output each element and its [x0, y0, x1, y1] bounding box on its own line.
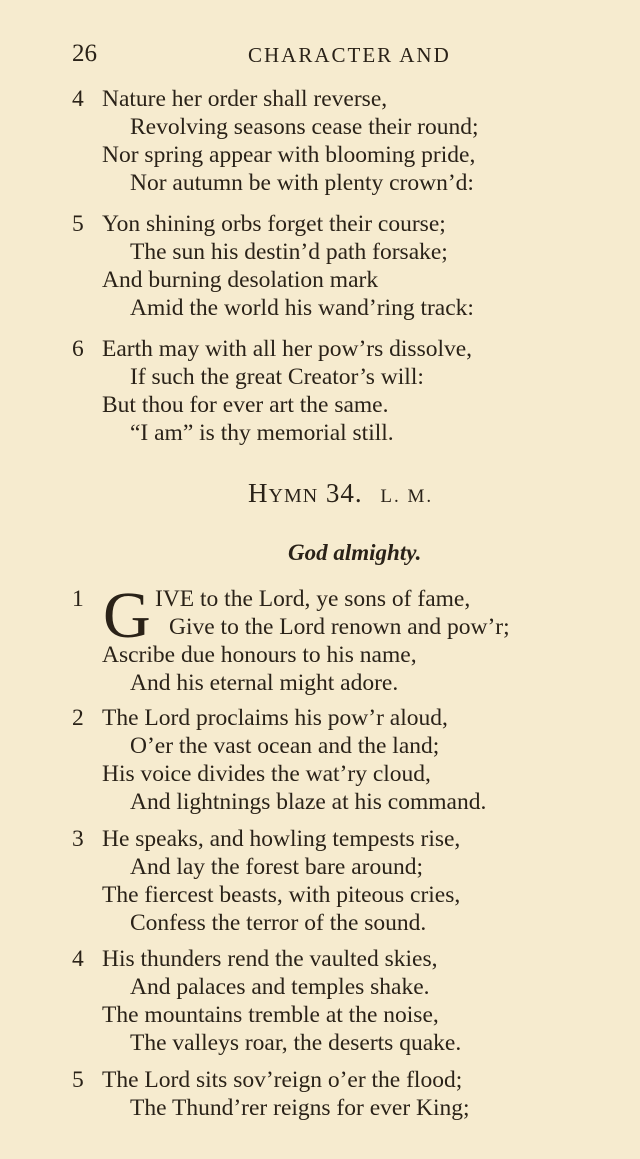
verse-6-prev — [72, 335, 632, 447]
verse-line: The valleys roar, the deserts quake. — [130, 1030, 462, 1056]
verse-line: “I am” is thy memorial still. — [130, 420, 394, 446]
verse-line: And lightnings blaze at his command. — [130, 789, 487, 815]
verse-line: Ascribe due honours to his name, — [102, 642, 417, 668]
verse-5-prev — [72, 210, 632, 322]
verse-1-opening — [155, 585, 635, 641]
verse-line: IVE to the Lord, ye sons of fame, — [155, 586, 471, 612]
verse-line: The Lord proclaims his pow’r aloud, — [102, 705, 448, 731]
verse-line: And lay the forest bare around; — [130, 854, 423, 880]
verse-number: 1 — [72, 586, 84, 612]
drop-cap: G — [103, 579, 151, 652]
verse-line: O’er the vast ocean and the land; — [130, 733, 440, 759]
verse-line: Confess the terror of the sound. — [130, 910, 427, 936]
verse-line: If such the great Creator’s will: — [130, 364, 424, 390]
verse-line: The mountains tremble at the noise, — [102, 1002, 439, 1028]
verse-line: His voice divides the wat’ry cloud, — [102, 761, 431, 787]
verse-line: And his eternal might adore. — [130, 670, 399, 696]
verse-line: Nature her order shall reverse, — [102, 86, 388, 112]
verse-line: The fiercest beasts, with piteous cries, — [102, 882, 461, 908]
verse-3 — [72, 825, 632, 937]
hymn-title — [248, 478, 433, 509]
verse-line: The Thund’rer reigns for ever King; — [130, 1095, 470, 1121]
verse-4 — [72, 945, 632, 1057]
running-title: CHARACTER AND — [248, 43, 451, 67]
verse-number: 5 — [72, 211, 84, 237]
verse-line: The Lord sits sov’reign o’er the flood; — [102, 1067, 463, 1093]
verse-line: His thunders rend the vaulted skies, — [102, 946, 438, 972]
verse-5 — [72, 1066, 632, 1122]
hymn-number: 34. — [325, 478, 363, 508]
verse-1-continued — [72, 641, 632, 697]
verse-line: The sun his destin’d path forsake; — [130, 239, 448, 265]
verse-4-prev — [72, 85, 632, 197]
verse-line: Nor spring appear with blooming pride, — [102, 142, 476, 168]
verse-line: Revolving seasons cease their round; — [130, 114, 479, 140]
verse-number: 5 — [72, 1067, 84, 1093]
verse-number: 3 — [72, 826, 84, 852]
page-number: 26 — [72, 40, 97, 67]
verse-line: But thou for ever art the same. — [102, 392, 389, 418]
verse-line: Yon shining orbs forget their course; — [102, 211, 446, 237]
verse-line: He speaks, and howling tempests rise, — [102, 826, 461, 852]
verse-line: Earth may with all her pow’rs dissolve, — [102, 336, 473, 362]
verse-line: Amid the world his wand’ring track: — [130, 295, 474, 321]
hymn-title-initial: H — [248, 478, 269, 508]
verse-number: 4 — [72, 946, 84, 972]
verse-line: And palaces and temples shake. — [130, 974, 430, 1000]
verse-number: 6 — [72, 336, 84, 362]
hymn-meter: L. M. — [380, 486, 434, 507]
verse-line: Nor autumn be with plenty crown’d: — [130, 170, 474, 196]
verse-2 — [72, 704, 632, 816]
verse-number: 4 — [72, 86, 84, 112]
verse-line: And burning desolation mark — [102, 267, 379, 293]
page-header — [72, 40, 492, 70]
hymn-subtitle: God almighty. — [288, 540, 422, 565]
hymn-title-rest: YMN — [268, 485, 319, 507]
verse-line: Give to the Lord renown and pow’r; — [169, 614, 510, 640]
verse-number: 2 — [72, 705, 84, 731]
